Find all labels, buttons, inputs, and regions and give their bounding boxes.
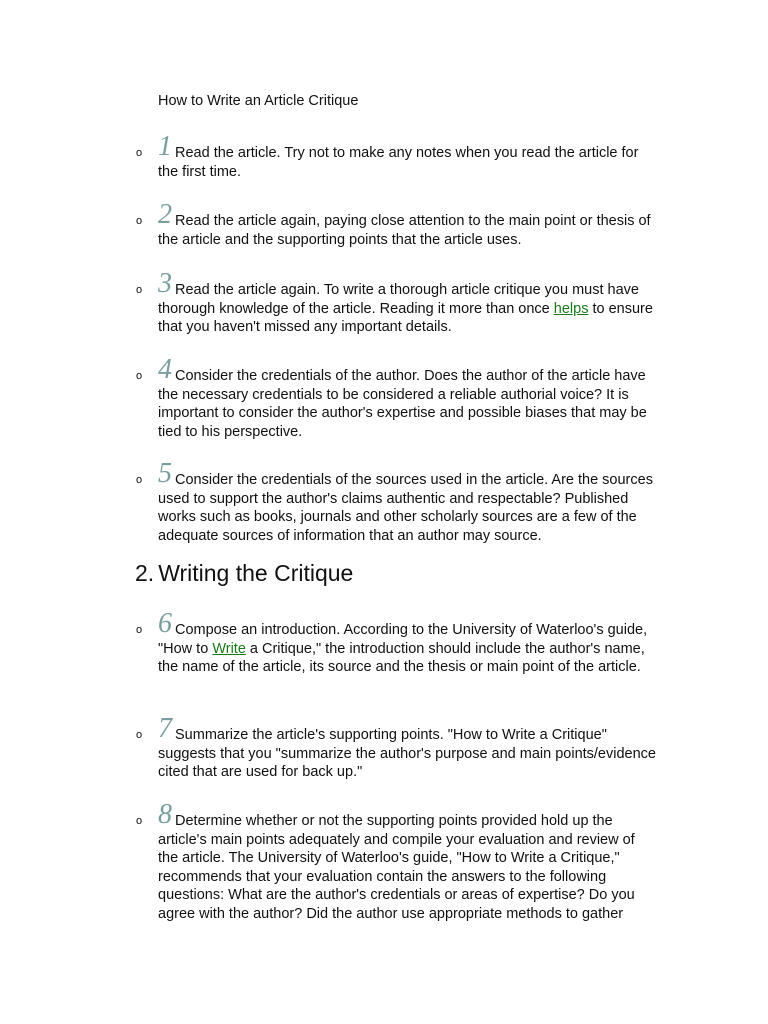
bullet-marker: o — [136, 729, 143, 741]
step-number: 3 — [158, 268, 172, 299]
step-text: Summarize the article's supporting points. "How to Write a Critique" suggests that you "summarize the author's purpose and main points/evidence cited that are used for back up." — [158, 727, 656, 780]
bullet-marker: o — [136, 284, 143, 296]
bullet-marker: o — [136, 815, 143, 827]
step-text: to ensure that you haven't missed any important details. — [158, 300, 653, 335]
step-text: Read the article again, paying close attention to the main point or thesis of the article and the supporting points that the article uses. — [158, 213, 651, 248]
step-number: 1 — [158, 131, 172, 162]
step-text: Consider the credentials of the sources used in the article. Are the sources used to support the author's claims authentic and respectable? Published works such as books, journals and other scholarly sources are a few of the adequate sources of information that an author may source. — [158, 472, 653, 544]
bullet-marker: o — [136, 147, 143, 159]
step-text: Compose an introduction. According to the University of Waterloo's guide, "How to — [158, 622, 648, 657]
section-heading — [135, 559, 353, 587]
step-1 — [136, 131, 656, 181]
step-3 — [136, 268, 656, 337]
step-text: a Critique," the introduction should include the author's name, the name of the article, its source and the thesis or main point of the article. — [158, 640, 645, 675]
bullet-marker: o — [136, 370, 143, 382]
bullet-marker: o — [136, 474, 143, 486]
helps-link[interactable]: helps — [553, 300, 589, 317]
step-text: Consider the credentials of the author. Does the author of the article have the necessary credentials to be considered a reliable authorial voice? It is important to consider the author's expertise and possible biases that may be tied to his perspective. — [158, 368, 647, 440]
step-7 — [136, 713, 656, 782]
document-title: How to Write an Article Critique — [158, 93, 359, 109]
step-text: Read the article. Try not to make any notes when you read the article for the first time. — [158, 145, 639, 180]
step-5 — [136, 458, 656, 545]
step-number: 2 — [158, 199, 172, 230]
step-number: 8 — [158, 799, 172, 830]
step-number: 5 — [158, 458, 172, 489]
bullet-marker: o — [136, 624, 143, 636]
section-number: 2. — [135, 560, 155, 586]
step-number: 6 — [158, 608, 172, 639]
write-link[interactable]: Write — [212, 640, 246, 657]
section-title: Writing the Critique — [158, 560, 354, 586]
step-6 — [136, 608, 656, 677]
step-8 — [136, 799, 656, 923]
step-2 — [136, 199, 656, 249]
step-text: Determine whether or not the supporting points provided hold up the article's main points adequately and compile your evaluation and review of the article. The University of Waterloo's guide, "How to Write a Critique," recommends that your evaluation contain the answers to the following questions: What are the author's credentials or areas of expertise? Do you agree with the author? Did the author use appropriate methods to gather — [158, 813, 635, 922]
step-4 — [136, 354, 656, 441]
step-number: 7 — [158, 713, 172, 744]
step-text: Read the article again. To write a thorough article critique you must have thorough knowledge of the article. Reading it more than once — [158, 282, 639, 317]
step-number: 4 — [158, 354, 172, 385]
bullet-marker: o — [136, 215, 143, 227]
